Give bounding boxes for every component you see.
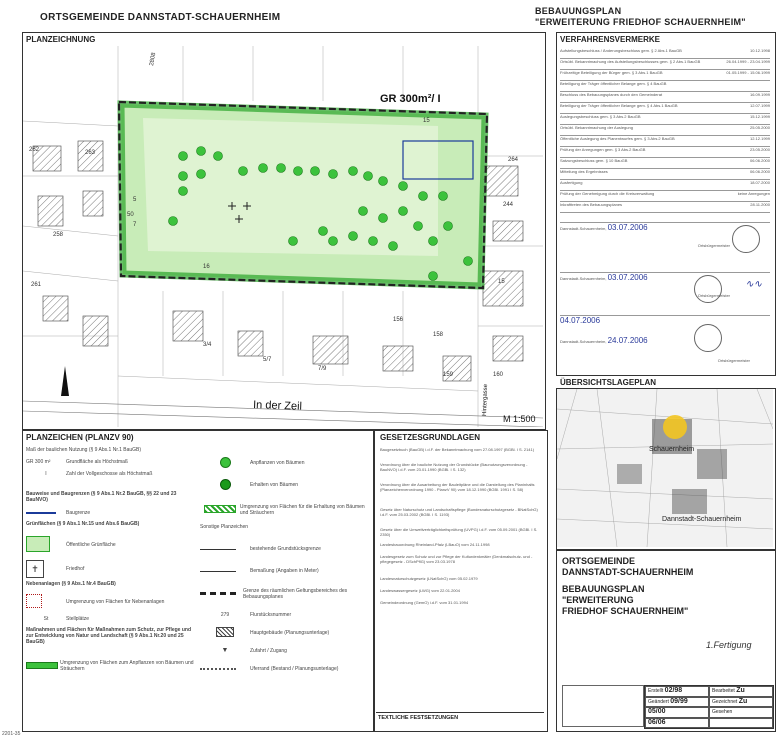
- titleblock-cell: 06/06: [645, 718, 709, 729]
- map-scale: M 1:500: [503, 414, 536, 424]
- titleblock-municipality-2: DANNSTADT-SCHAUERNHEIM: [562, 567, 694, 577]
- legend-item: Umgrenzung von Flächen für Nebenanlagen: [26, 593, 196, 611]
- text-provisions-title: TEXTLICHE FESTSETZUNGEN: [378, 715, 459, 721]
- law-entry: Verordnung über die bauliche Nutzung der Grundstücke (Baunutzungsverordnung - BauNVO) i.d.F. vom 23.01.1990 (BGBl. I S. 132): [380, 462, 528, 472]
- official-seal-icon: [732, 225, 760, 253]
- legend-symbol: St: [43, 616, 49, 622]
- parcel-number: 159: [443, 372, 454, 378]
- parcel-number: 261: [31, 282, 42, 288]
- legend-item: St Stellplätze: [26, 611, 196, 627]
- legend-symbol: GR 300 m²: [26, 459, 51, 465]
- signature-block-2: Dannstadt-Schauernheim, 03.07.2006 Ortsbürgermeister ∿∿: [560, 272, 770, 305]
- procedure-entry: Beschluss des Bebauungsplanes durch den Gemeinderat 16.09.1999: [560, 92, 770, 103]
- parcel-number: 7: [133, 222, 137, 228]
- titleblock-grid: [644, 685, 774, 729]
- boundary-line-icon: [200, 592, 236, 595]
- north-arrow-icon: [61, 366, 69, 396]
- parcel-number: 263: [85, 150, 96, 156]
- titleblock-cell: Gezeichnet Zu: [709, 697, 773, 708]
- law-entry: Verordnung über die Ausarbeitung der Bauleitpläne und die Darstellung des Planinhalts (Planzeichenverordnung 1990 - PlanzV 90) vom 18.12.1990 (BGBl. 1991 I S. 58): [380, 482, 535, 492]
- sign-place: Dannstadt-Schauernheim: [560, 339, 606, 344]
- location-marker-icon: [663, 415, 687, 439]
- law-entry: Gesetz über Naturschutz und Landschaftspflege (Bundesnaturschutzgesetz - BNatSchG) i.d.F. vom 25.03.2002 (BGBl. I S. 1193): [380, 507, 538, 517]
- plan-drawing: [23, 46, 543, 427]
- parcel-number: 158: [433, 332, 444, 338]
- procedure-entry: Satzungsbeschluss gem. § 10 BauGB 06.06.2000: [560, 158, 770, 169]
- legend-item: Umgrenzung von Flächen zum Anpflanzen von Bäumen und Sträuchern: [26, 657, 196, 675]
- legend-item: Uferrand (Bestand / Planungsunterlage): [200, 660, 368, 678]
- law-entry: Gemeindeordnung (GemO) i.d.F. vom 31.01.1994: [380, 600, 469, 605]
- procedure-entry: Frühzeitige Beteiligung der Bürger gem. § 3 Abs.1 BauGB 01.05.1999 - 15.06.1999: [560, 70, 770, 81]
- sign-role: Ortsbürgermeister: [697, 243, 730, 248]
- legend-item: bestehende Grundstücksgrenze: [200, 538, 368, 560]
- plan-type: BEBAUUNGSPLAN: [535, 6, 622, 16]
- legend-item: Umgrenzung von Flächen für die Erhaltung von Bäumen und Sträuchern: [200, 496, 368, 524]
- legend-item: I Zahl der Vollgeschosse als Höchstmaß: [26, 471, 196, 491]
- legend-item: Maßnahmen und Flächen für Maßnahmen zum Schutz, zur Pflege und zur Entwicklung von Natur und Landschaft (§ 9 Abs.1 Nr.20 und 25 BauGB): [26, 627, 192, 645]
- sign-place: Dannstadt-Schauernheim: [560, 226, 606, 231]
- procedure-entry: Mitteilung des Ergebnisses 06.06.2000: [560, 169, 770, 180]
- procedure-entry: Ausfertigung 18.07.2000: [560, 180, 770, 191]
- procedure-entry: Inkrafttreten des Bebauungsplanes 28.11.2000: [560, 202, 770, 213]
- law-entry: Landesbauordnung Rheinland-Pfalz (LBauO) vom 24.11.1998: [380, 542, 490, 547]
- procedure-entry: Prüfung der Anregungen gem. § 3 Abs.2 BauGB 23.05.2000: [560, 147, 770, 158]
- signature-block-3: 04.07.2006 Dannstadt-Schauernheim, 24.07.2006 Ortsbürgermeister: [560, 315, 770, 370]
- law-entry: Landeswassergesetz (LWG) vom 22.01.2004: [380, 588, 460, 593]
- titleblock-text: [562, 556, 770, 617]
- overview-title: ÜBERSICHTSLAGEPLAN: [560, 378, 657, 387]
- titleblock-plan-3: FRIEDHOF SCHAUERNHEIM": [562, 606, 689, 616]
- laws-title: GESETZESGRUNDLAGEN: [380, 433, 481, 442]
- parcel-line-icon: [200, 549, 236, 550]
- sign-date: 04.07.2006: [560, 316, 601, 325]
- plan-name: "ERWEITERUNG FRIEDHOF SCHAUERNHEIM": [535, 17, 746, 27]
- titleblock-plan-2: "ERWEITERUNG: [562, 595, 634, 605]
- legend-symbol: I: [45, 471, 47, 477]
- access-triangle-icon: ▼: [221, 647, 229, 654]
- sign-role: Ortsbürgermeister: [717, 358, 750, 363]
- dimension-label: 15: [423, 118, 430, 124]
- procedure-list: [560, 48, 770, 213]
- procedure-entry: Beteiligung der Träger öffentlicher Belange gem. § 4 BauGB: [560, 81, 770, 92]
- legend-symbol: 279: [220, 612, 230, 618]
- text-provisions-box: [376, 712, 544, 729]
- overview-place-label: Schauernheim: [649, 446, 695, 453]
- procedure-entry: Ortsübl. Bekanntmachung der Auslegung 25.05.2000: [560, 125, 770, 136]
- legend-item: ✝ Friedhof: [26, 557, 196, 581]
- ancillary-area-icon: [26, 594, 42, 608]
- titleblock-cell: [709, 718, 773, 729]
- page-title: ORTSGEMEINDE DANNSTADT-SCHAUERNHEIM: [40, 12, 281, 23]
- stamp-area: [562, 685, 644, 727]
- tree-keep-icon: [220, 479, 231, 490]
- legend-item: Anpflanzen von Bäumen: [200, 452, 368, 474]
- edge-line-icon: [200, 668, 236, 670]
- dimension-line-icon: [200, 571, 236, 572]
- street-label: In der Zeil: [252, 399, 303, 413]
- tree-plant-icon: [220, 457, 231, 468]
- procedure-entry: Auslegungsbeschluss gem. § 3 Abs.2 BauGB 15.12.1999: [560, 114, 770, 125]
- building-icon: [216, 627, 234, 637]
- signature-block-1: Dannstadt-Schauernheim, 03.07.2006 Ortsbürgermeister: [560, 222, 770, 255]
- legend-mid-column: [200, 452, 368, 678]
- legend-item: Erhalten von Bäumen: [200, 474, 368, 496]
- legend-item: GR 300 m² Grundfläche als Höchstmaß: [26, 459, 196, 471]
- procedure-entry: Aufstellungsbeschluss / Änderungsbeschluss gem. § 2 Abs.1 BauGB 10.12.1998: [560, 48, 770, 59]
- legend-item: Nebenanlagen (§ 9 Abs.1 Nr.4 BauGB): [26, 581, 116, 587]
- titleblock-cell: Erstellt 02/98: [645, 686, 709, 697]
- dimension-label: 15: [498, 279, 505, 285]
- parcel-number: 262: [29, 147, 40, 153]
- overview-place-label2: Dannstadt-Schauernheim: [662, 516, 742, 523]
- legend-item: Hauptgebäude (Planungsunterlage): [200, 624, 368, 642]
- official-seal-icon: [694, 324, 722, 352]
- legend-item: Bemaßung (Angaben in Meter): [200, 560, 368, 582]
- legend-left-column: [26, 447, 196, 675]
- parcel-number: 264: [508, 157, 519, 163]
- parcel-number: 2808: [149, 52, 158, 67]
- legend-item: ▼ Zufahrt / Zugang: [200, 642, 368, 660]
- legend-item: Öffentliche Grünfläche: [26, 533, 196, 557]
- plant-area-icon: [26, 662, 58, 669]
- legend-title: PLANZEICHEN (PLANZV 90): [26, 433, 134, 442]
- parcel-number: 5: [133, 197, 137, 203]
- cemetery-cross-icon: ✝: [26, 560, 44, 578]
- dimension-label: 16: [203, 264, 210, 270]
- laws-list: [380, 447, 540, 612]
- legend-item: Maß der baulichen Nutzung (§ 9 Abs.1 Nr.1 BauGB): [26, 447, 142, 453]
- legend-item: Sonstige Planzeichen: [200, 524, 249, 530]
- sign-role: Ortsbürgermeister: [697, 293, 730, 298]
- legend-item: Bauweise und Baugrenzen (§ 9 Abs.1 Nr.2 BauGB, §§ 22 und 23 BauNVO): [26, 491, 177, 503]
- legend-item: Grenze des räumlichen Geltungsbereiches des Bebauungsplanes: [200, 582, 368, 606]
- gr-label: GR 300m²/ I: [380, 93, 441, 105]
- sign-date: 03.07.2006: [607, 223, 648, 232]
- procedure-entry: Beteiligung der Träger öffentlicher Belange gem. § 4 Abs.1 BauGB 12.07.1999: [560, 103, 770, 114]
- parcel-number: 160: [493, 372, 504, 378]
- overview-map: [557, 389, 773, 547]
- handwritten-note: 1.Fertigung: [706, 640, 752, 650]
- baugrenze-icon: [26, 512, 56, 514]
- parcel-number: 7/9: [318, 366, 327, 372]
- drawing-code: 2201-35: [2, 731, 21, 737]
- titleblock-cell: 05/00: [645, 707, 709, 718]
- law-entry: Landesnaturschutzgesetz (LNatSchG) vom 05.02.1979: [380, 576, 478, 581]
- hatch-area-icon: [204, 505, 236, 513]
- dimension-label: 50: [127, 212, 134, 218]
- parcel-number: 156: [393, 317, 404, 323]
- titleblock-cell: Bearbeitet Zu: [709, 686, 773, 697]
- titleblock-municipality-1: ORTSGEMEINDE: [562, 556, 636, 566]
- law-entry: Landesgesetz zum Schutz und zur Pflege der Kulturdenkmäler (Denkmalschutz- und -pflegegesetz - DSchPflG) vom 23.03.1978: [380, 554, 533, 564]
- street-label-right: Hintergasse: [482, 383, 490, 417]
- procedure-title: VERFAHRENSVERMERKE: [560, 35, 661, 44]
- titleblock-plan-1: BEBAUUNGSPLAN: [562, 584, 645, 594]
- parcel-number: 244: [503, 202, 514, 208]
- procedure-entry: Ortsübl. Bekanntmachung des Aufstellungsbeschlusses gem. § 2 Abs.1 BauGB 26.04.1999 - 23.04.1999: [560, 59, 770, 70]
- sign-place: Dannstadt-Schauernheim: [560, 276, 606, 281]
- legend-item: Baugrenze: [26, 505, 196, 521]
- law-entry: Gesetz über die Umweltverträglichkeitsprüfung (UVPG) i.d.F. vom 05.09.2001 (BGBl. I S. 2350): [380, 527, 538, 537]
- parcel-number: 258: [53, 232, 64, 238]
- parcel-number: 5/7: [263, 357, 272, 363]
- map-section-title: PLANZEICHNUNG: [26, 35, 96, 44]
- law-entry: Baugesetzbuch (BauGB) i.d.F. der Bekanntmachung vom 27.08.1997 (BGBl. I S. 2141): [380, 447, 535, 452]
- green-area-icon: [26, 536, 50, 552]
- parcel-number: 3/4: [203, 342, 212, 348]
- procedure-entry: Öffentliche Auslegung des Planentwurfes gem. § 3 Abs.2 BauGB 12.12.1999: [560, 136, 770, 147]
- signature-icon: ∿∿: [745, 279, 762, 290]
- sign-date: 24.07.2006: [607, 336, 648, 345]
- legend-item: 279 Flurstücksnummer: [200, 606, 368, 624]
- sign-date: 03.07.2006: [607, 273, 648, 282]
- procedure-entry: Prüfung der Genehmigung durch die Kreisverwaltung keine Anregungen: [560, 191, 770, 202]
- legend-item: Grünflächen (§ 9 Abs.1 Nr.15 und Abs.6 BauGB): [26, 521, 140, 527]
- titleblock-cell: Gesehen: [709, 707, 773, 718]
- official-seal-icon: [694, 275, 722, 303]
- titleblock-cell: Geändert 09/99: [645, 697, 709, 708]
